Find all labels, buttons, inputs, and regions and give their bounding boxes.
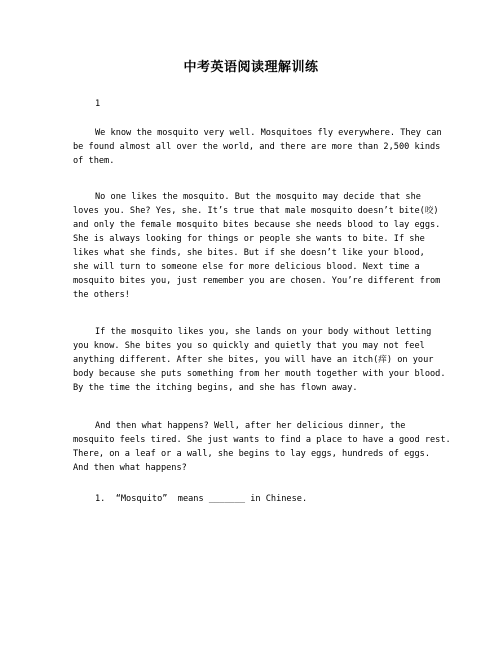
paragraph-2-line-8: the others! bbox=[73, 290, 130, 300]
paragraph-2-line-6: she will turn to someone else for more delicious blood. Next time a bbox=[73, 262, 420, 272]
paragraph-3-line-3: anything different. After she bites, you will have an itch(痒) on your bbox=[73, 355, 434, 365]
paragraph-4-line-1: And then what happens? Well, after her delicious dinner, the bbox=[95, 421, 406, 431]
paragraph-3-line-2: you know. She bites you so quickly and quietly that you may not feel bbox=[73, 341, 425, 351]
paragraph-4-line-3: There, on a leaf or a wall, she begins to lay eggs, hundreds of eggs. bbox=[73, 449, 430, 459]
paragraph-2-line-7: mosquito bites you, just remember you are chosen. You’re different from bbox=[73, 276, 441, 286]
paragraph-4-line-4: And then what happens? bbox=[73, 463, 187, 473]
paragraph-3-line-4: body because she puts something from her mouth together with your blood. bbox=[73, 369, 446, 379]
paragraph-1-line-3: of them. bbox=[73, 156, 115, 166]
paragraph-3-line-5: By the time the itching begins, and she has flown away. bbox=[73, 383, 358, 393]
paragraph-2-line-4: She is always looking for things or people she wants to bite. If she bbox=[73, 234, 425, 244]
question-1: 1. “Mosquito” means _______ in Chinese. bbox=[95, 494, 308, 504]
paragraph-2-line-2: loves you. She? Yes, she. It’s true that male mosquito doesn’t bite(咬) bbox=[73, 206, 439, 216]
paragraph-2-line-5: likes what she finds, she bites. But if she doesn’t like your blood, bbox=[73, 248, 425, 258]
paragraph-2-line-1: No one likes the mosquito. But the mosquito may decide that she bbox=[95, 192, 421, 202]
section-number: 1 bbox=[95, 99, 101, 109]
paragraph-3-line-1: If the mosquito likes you, she lands on your body without letting bbox=[95, 327, 432, 337]
paragraph-4-line-2: mosquito feels tired. She just wants to find a place to have a good rest. bbox=[73, 435, 451, 445]
paragraph-2-line-3: and only the female mosquito bites because she needs blood to lay eggs. bbox=[73, 220, 441, 230]
paragraph-1-line-2: be found almost all over the world, and there are more than 2,500 kinds bbox=[73, 142, 441, 152]
paragraph-1-line-1: We know the mosquito very well. Mosquitoes fly everywhere. They can bbox=[95, 128, 442, 138]
document-title: 中考英语阅读理解训练 bbox=[183, 60, 319, 75]
